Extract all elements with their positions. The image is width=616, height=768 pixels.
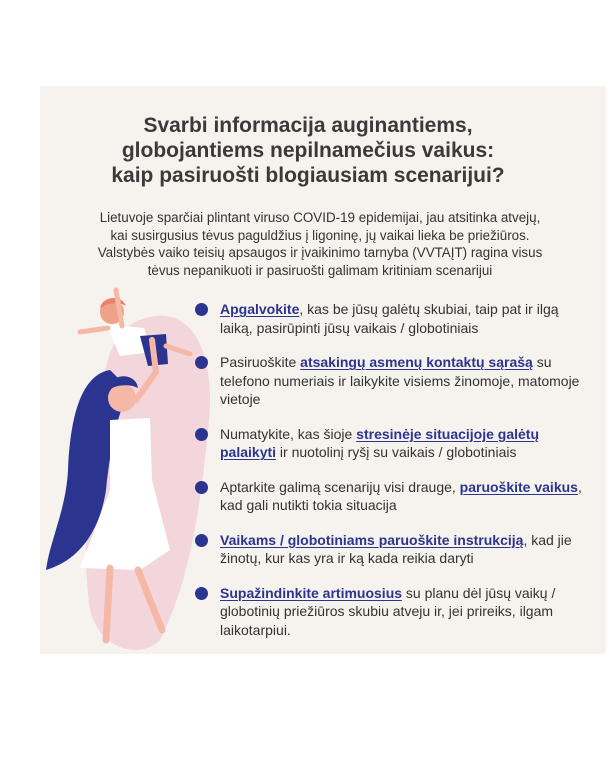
bullet-dot-icon: [195, 428, 208, 441]
item-highlight: Apgalvokite: [220, 301, 300, 317]
item-text: , kad jie žinotų, kur kas yra ir ką kada reikia daryti: [220, 531, 572, 566]
title-line: Svarbi informacija auginantiems,: [143, 114, 473, 137]
item-highlight: Vaikams / globotiniams paruoškite instrukciją: [220, 531, 524, 548]
bullet-dot-icon: [195, 587, 208, 600]
list-item: [195, 584, 595, 640]
item-text: Numatykite, kas šioje: [220, 425, 357, 442]
item-highlight: atsakingų asmenų kontaktų sąrašą: [300, 354, 533, 370]
list-item: [195, 300, 595, 337]
list-item: [195, 425, 595, 462]
page-title: [0, 113, 616, 188]
item-highlight: Supažindinkite artimuosius: [220, 584, 403, 601]
bullet-dot-icon: [195, 481, 208, 494]
intro-paragraph: [62, 209, 578, 279]
item-text: su telefono numeriais ir laikykite visiems žinomoje, matomoje vietoje: [220, 354, 580, 407]
mother-child-illustration: [40, 280, 220, 660]
bullet-dot-icon: [195, 534, 208, 547]
item-text: , kad gali nutikti tokia situacija: [220, 478, 582, 513]
intro-line: Valstybės vaiko teisių apsaugos ir įvaikinimo tarnyba (VVTAĮT) ragina visus: [97, 245, 543, 261]
bullet-dot-icon: [195, 303, 208, 316]
item-text: ir nuotolinį ryšį su vaikais / globotiniais: [276, 444, 517, 460]
item-highlight: stresinėje situacijoje galėtų palaikyti: [220, 425, 540, 460]
intro-line: kai susirgusius tėvus paguldžius į ligoninę, jų vaikai lieka be priežiūros.: [110, 227, 530, 243]
item-text: Pasiruoškite: [220, 354, 301, 370]
item-text: Aptarkite galimą scenarijų visi drauge,: [220, 478, 460, 495]
item-highlight: paruoškite vaikus: [459, 478, 578, 495]
title-line: kaip pasiruošti blogiausiam scenarijui?: [111, 164, 505, 187]
list-item: [195, 353, 595, 409]
intro-line: tėvus nepanikuoti ir pasiruošti galimam kritiniam scenarijui: [147, 262, 493, 278]
title-line: globojantiems nepilnamečius vaikus:: [121, 139, 495, 162]
intro-line: Lietuvoje sparčiai plintant viruso COVID-19 epidemijai, jau atsitinka atvejų,: [99, 210, 541, 225]
list-item: [195, 478, 595, 515]
item-text: , kas be jūsų galėtų skubiai, taip pat ir ilgą laiką, pasirūpinti jūsų vaikais / globotiniais: [220, 301, 559, 336]
list-item: [195, 531, 595, 568]
item-text: su planu dėl jūsų vaikų / globotinių priežiūros skubiu atveju ir, jei prireiks, ilgam laikotarpiui.: [220, 584, 556, 638]
advice-list: [195, 300, 595, 639]
bullet-dot-icon: [195, 356, 208, 369]
